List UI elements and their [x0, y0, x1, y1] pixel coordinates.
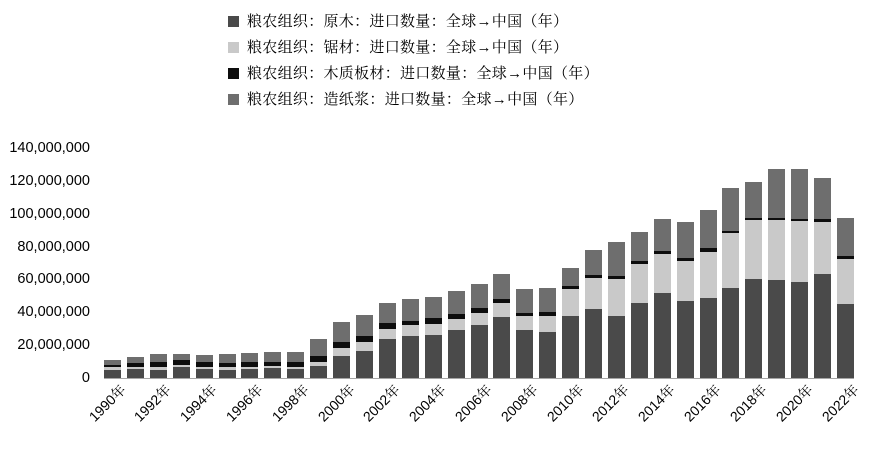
bar-segment [196, 369, 213, 378]
bar-segment [677, 222, 694, 258]
bar-segment [700, 210, 717, 249]
x-axis-tick-text: 2006年 [451, 381, 495, 425]
x-axis-tick-text: 2010年 [543, 381, 587, 425]
bar-segment [768, 169, 785, 217]
x-axis-tick-text: 2008年 [497, 381, 541, 425]
y-axis-tick-label: 120,000,000 [9, 172, 90, 189]
x-axis-tick-text: 1994年 [176, 381, 221, 425]
x-axis-tick-text: 2020年 [772, 381, 816, 425]
bar-segment [448, 319, 465, 331]
legend-swatch-icon [228, 16, 239, 27]
bar-segment [402, 325, 419, 336]
legend-item-label: 粮农组织：原木：进口数量：全球→中国（年） [247, 12, 569, 30]
legend-item-label: 粮农组织：木质板材：进口数量：全球→中国（年） [247, 64, 599, 82]
y-axis-tick-label: 100,000,000 [9, 205, 90, 222]
bar-segment [471, 284, 488, 308]
bar-segment [379, 329, 396, 339]
bar-segment [402, 299, 419, 320]
bar-group[interactable] [768, 169, 785, 378]
bar-segment [471, 313, 488, 325]
bar-segment [654, 219, 671, 251]
bar-segment [814, 178, 831, 219]
bar-segment [425, 324, 442, 336]
bar-segment [608, 242, 625, 277]
bar-segment [150, 370, 167, 378]
bar-segment [585, 278, 602, 309]
bar-segment [448, 291, 465, 314]
bar-segment [585, 250, 602, 275]
x-axis-tick-text: 2000年 [314, 381, 358, 425]
bar-segment [539, 316, 556, 332]
bar-segment [631, 232, 648, 261]
legend-item[interactable] [0, 60, 873, 86]
bar-segment [333, 322, 350, 342]
bar-group[interactable] [677, 222, 694, 378]
bar-segment [310, 339, 327, 356]
x-axis-tick-text: 1998年 [268, 381, 312, 425]
bar-segment [241, 369, 258, 378]
bar-segment [562, 289, 579, 315]
x-axis-tick-text: 1996年 [222, 381, 266, 425]
y-axis-tick-label: 40,000,000 [17, 304, 90, 321]
bar-series-container [104, 148, 854, 378]
legend-item[interactable] [0, 8, 873, 34]
bar-segment [722, 233, 739, 287]
y-axis-tick-label: 60,000,000 [17, 271, 90, 288]
bar-segment [677, 261, 694, 300]
x-axis-tick-text: 2014年 [634, 381, 679, 425]
bar-segment [608, 279, 625, 315]
bar-segment [837, 259, 854, 304]
legend-item[interactable] [0, 86, 873, 112]
x-axis-tick-text: 2004年 [405, 381, 450, 425]
bar-segment [516, 316, 533, 329]
legend-swatch-icon [228, 68, 239, 79]
legend-item-label: 粮农组织：锯材：进口数量：全球→中国（年） [247, 38, 569, 56]
x-axis-tick-text: 2018年 [726, 381, 770, 425]
bar-segment [539, 288, 556, 313]
x-axis-tick-text: 2022年 [818, 381, 862, 425]
bar-segment [562, 268, 579, 286]
bar-group[interactable] [722, 188, 739, 378]
y-axis-labels [0, 140, 96, 386]
bar-segment [814, 222, 831, 274]
bar-segment [745, 220, 762, 279]
bar-segment [722, 188, 739, 231]
bar-segment [631, 264, 648, 303]
x-axis-tick-text: 1992年 [130, 381, 175, 425]
bar-segment [493, 303, 510, 317]
x-axis-labels [85, 380, 862, 450]
bar-segment [379, 303, 396, 323]
bar-segment [700, 252, 717, 298]
x-axis-tick-text: 2012年 [589, 381, 633, 425]
y-axis-tick-label: 0 [81, 370, 90, 386]
y-axis-tick-label: 20,000,000 [17, 337, 90, 354]
bar-segment [791, 221, 808, 282]
bar-segment [516, 289, 533, 313]
legend-item[interactable] [0, 34, 873, 60]
bar-segment [768, 220, 785, 280]
bar-segment [287, 369, 304, 378]
plot-area [104, 148, 854, 379]
bar-segment [104, 370, 121, 378]
x-axis-tick-text: 1990年 [85, 381, 129, 425]
y-axis-tick-label: 140,000,000 [9, 140, 90, 156]
bar-group[interactable] [104, 360, 121, 378]
legend-swatch-icon [228, 42, 239, 53]
bar-segment [837, 218, 854, 257]
bar-segment [425, 297, 442, 318]
x-axis-tick-text: 2016年 [680, 381, 724, 425]
bar-segment [654, 254, 671, 293]
bar-segment [356, 315, 373, 336]
chart-legend [0, 8, 873, 112]
bar-segment [493, 274, 510, 299]
legend-swatch-icon [228, 94, 239, 105]
x-axis-tick-label [818, 347, 873, 425]
x-axis-tick-text: 2002年 [360, 381, 404, 425]
bar-group[interactable] [814, 178, 831, 378]
bar-segment [745, 182, 762, 218]
bar-segment [791, 169, 808, 219]
bar-segment [356, 342, 373, 351]
legend-item-label: 粮农组织：造纸浆：进口数量：全球→中国（年） [247, 90, 584, 108]
y-axis-tick-label: 80,000,000 [17, 238, 90, 255]
